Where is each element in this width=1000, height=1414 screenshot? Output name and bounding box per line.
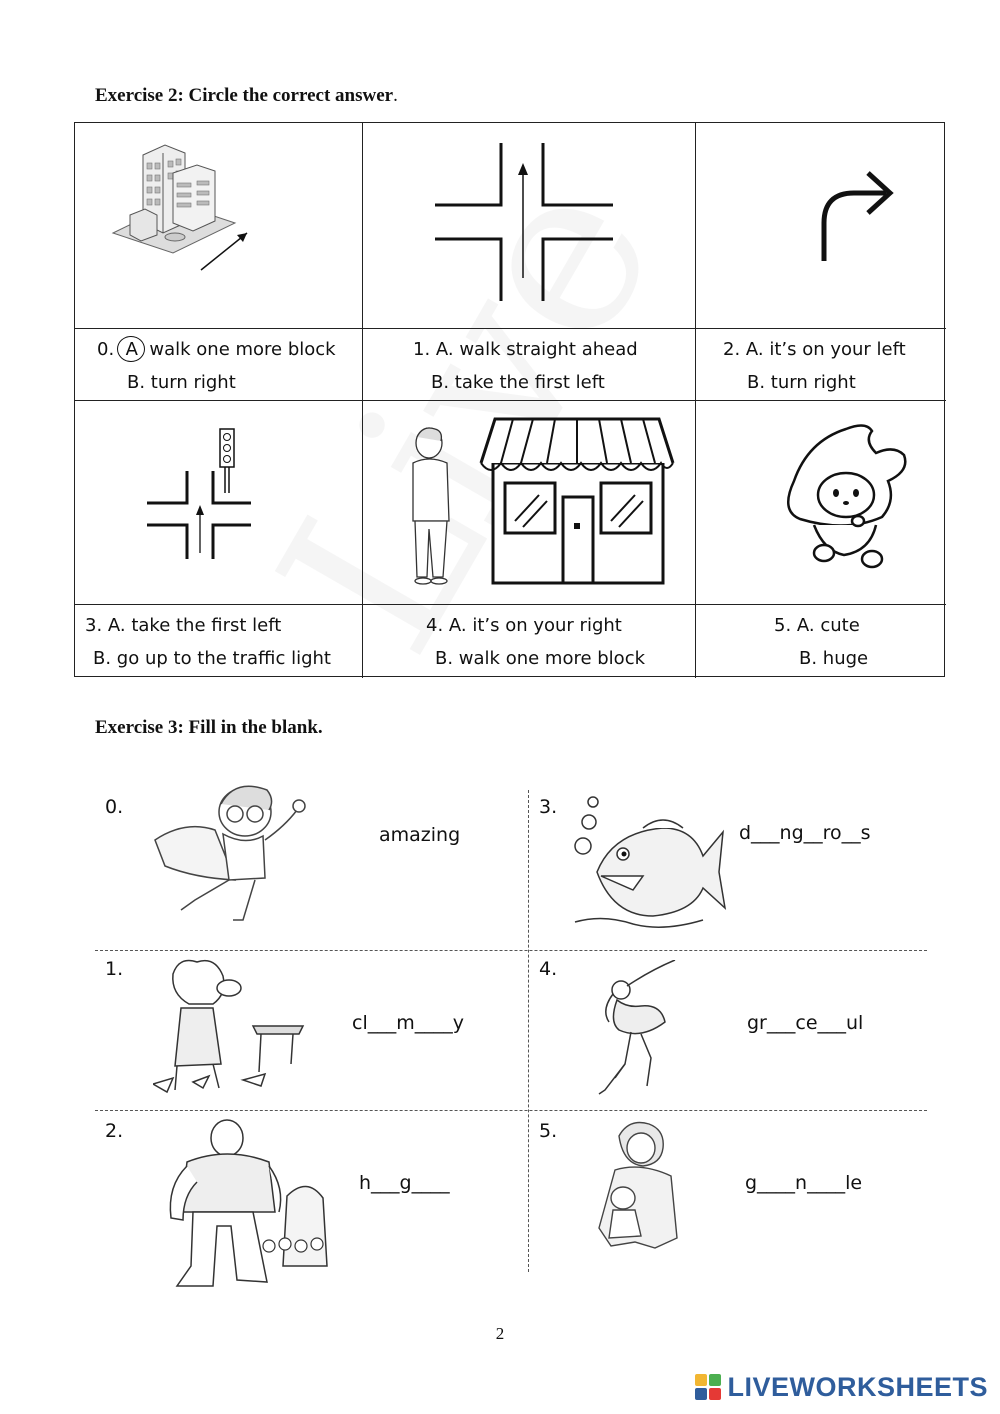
exercise2-table [74, 122, 945, 677]
option-cell-0 [75, 329, 363, 401]
item-number: 0. [105, 796, 124, 818]
option-b[interactable]: B. turn right [747, 372, 856, 393]
option-b[interactable]: B. walk one more block [435, 648, 646, 669]
traffic-light-crossroad-icon [75, 401, 363, 605]
row-divider [95, 950, 927, 951]
option-cell-1 [363, 329, 696, 401]
option-b[interactable]: B. turn right [127, 372, 236, 393]
option-a[interactable]: 3. A. take the first left [85, 615, 282, 636]
item-number: 5. [539, 1120, 558, 1142]
option-cell-5 [696, 605, 946, 678]
option-a[interactable]: 4. A. it’s on your right [426, 615, 622, 636]
heading-period: . [393, 85, 398, 106]
option-a[interactable]: 2. A. it’s on your left [723, 339, 906, 360]
liveworksheets-logo [695, 1372, 988, 1402]
exercise3-grid [95, 790, 927, 1280]
exercise3-heading: Exercise 3: Fill in the blank. [95, 717, 323, 738]
row-divider [95, 1110, 927, 1111]
picture-cell-5 [696, 401, 946, 605]
huge-giant-icon [157, 1116, 337, 1292]
item-number: 3. [539, 796, 558, 818]
option-a[interactable]: 1. A. walk straight ahead [413, 339, 638, 360]
exercise2-heading-text: Exercise 2: Circle the correct answer [95, 85, 394, 106]
option-cell-3 [75, 605, 363, 678]
building-icon [75, 123, 363, 329]
picture-cell-1 [363, 123, 696, 329]
fill-in-word[interactable]: gr___ce___ul [747, 1012, 864, 1034]
option-b[interactable]: B. go up to the traffic light [93, 648, 331, 669]
picture-cell-3 [75, 401, 363, 605]
fill-in-word[interactable]: g____n____le [745, 1172, 863, 1194]
exercise2-heading [95, 85, 398, 107]
brand-icon [695, 1374, 721, 1400]
brand-name: LIVEWORKSHEETS [727, 1371, 988, 1402]
item-number: 2. [105, 1120, 124, 1142]
boy-and-shop-icon [363, 401, 696, 605]
option-cell-2 [696, 329, 946, 401]
picture-cell-0 [75, 123, 363, 329]
option-b[interactable]: B. huge [799, 648, 869, 669]
option-a[interactable]: 5. A. cute [774, 615, 860, 636]
option-cell-4 [363, 605, 696, 678]
clumsy-man-icon [153, 954, 313, 1104]
ballerina-icon [581, 960, 691, 1100]
grandma-and-child-icon [585, 1118, 695, 1256]
picture-cell-4 [363, 401, 696, 605]
picture-cell-2 [696, 123, 946, 329]
bunny-character-icon [696, 401, 946, 605]
turn-right-arrow-icon [696, 123, 946, 329]
page-number: 2 [495, 1324, 505, 1343]
item-number: 4. [539, 958, 558, 980]
fill-in-word[interactable]: cl___m____y [352, 1012, 464, 1034]
column-divider [528, 790, 529, 1272]
superhero-kid-icon [145, 770, 315, 930]
option-a[interactable]: 0. A walk one more block [97, 339, 336, 360]
fill-in-word[interactable]: h___g____ [359, 1172, 450, 1194]
item-number: 1. [105, 958, 124, 980]
fill-in-word[interactable]: amazing [379, 824, 461, 846]
piranha-fish-icon [573, 792, 733, 942]
fill-in-word[interactable]: d___ng__ro__s [739, 822, 871, 844]
option-b[interactable]: B. take the first left [431, 372, 605, 393]
crossroad-straight-icon [363, 123, 696, 329]
